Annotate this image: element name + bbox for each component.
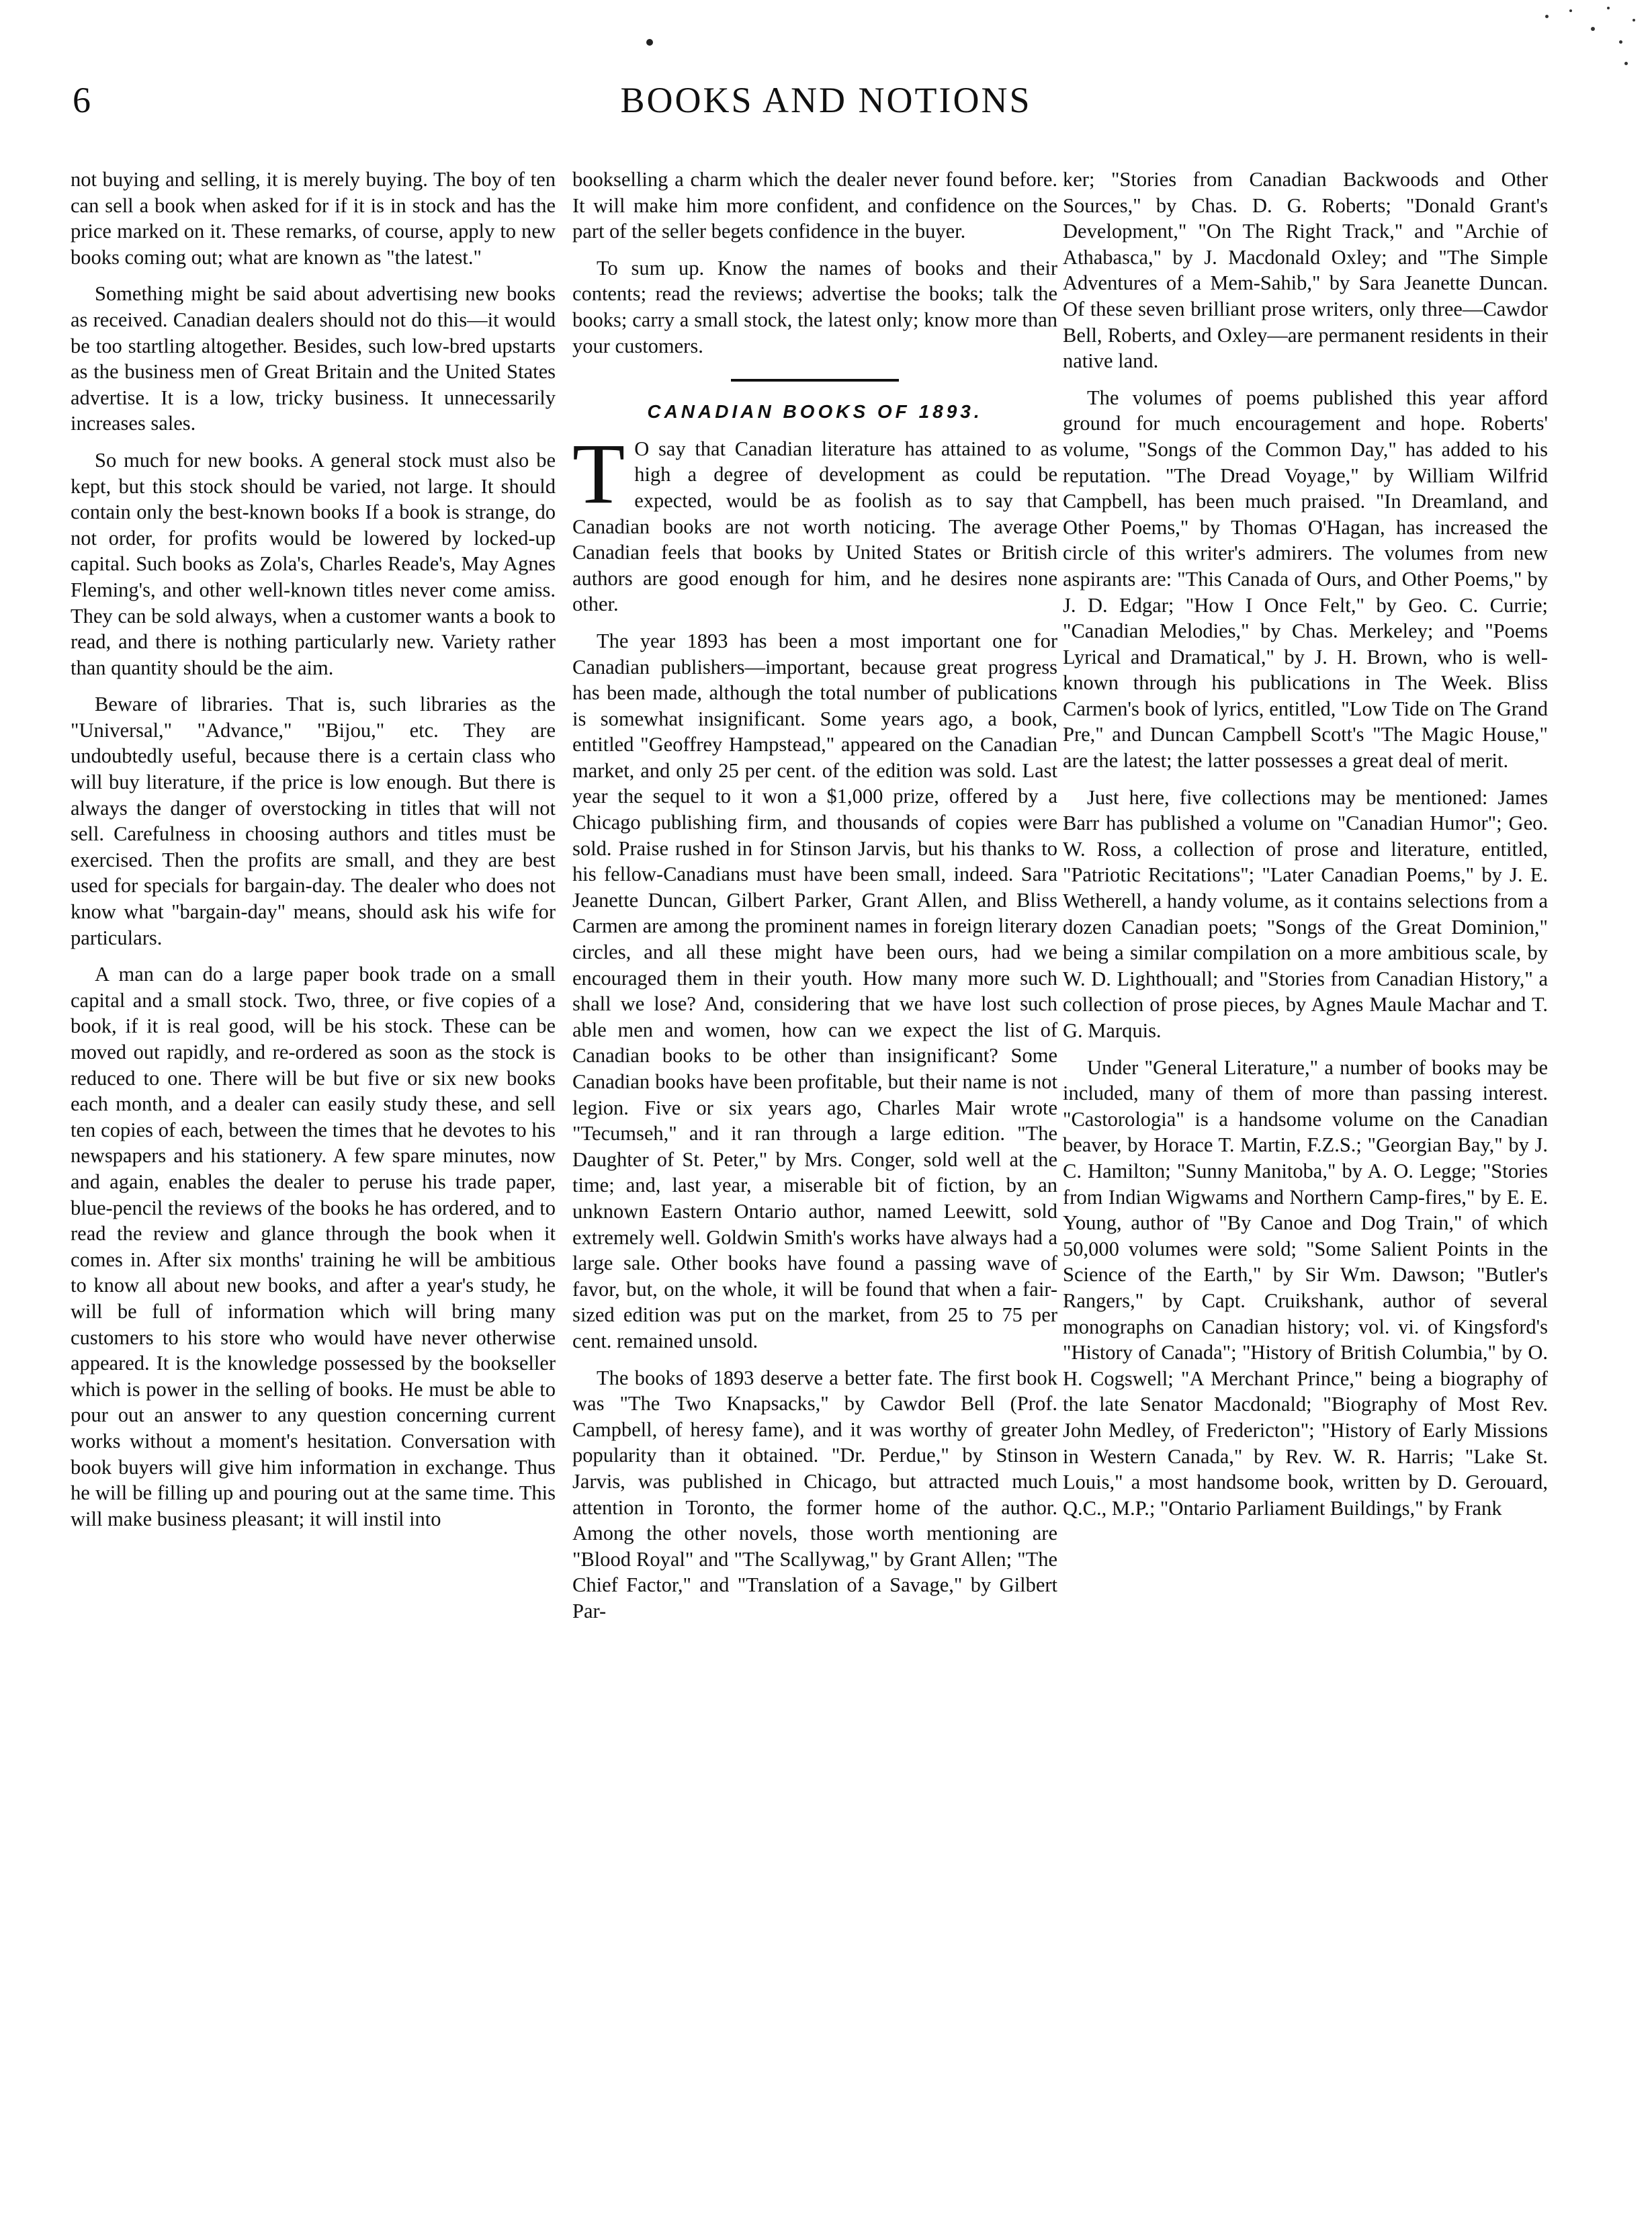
section-heading: CANADIAN BOOKS OF 1893. [647,401,983,423]
paragraph: Beware of libraries. That is, such libraries as the "Universal," "Advance," "Bijou," etc. They are undoubtedly useful, because there is a certain class who will buy literature, if the price is low enough. But there is always the danger of overstocking in titles that will not sell. Carefulness in choosing authors and titles must be exercised. Then the profits are small, and they are best used for specials for bargain-day. The dealer who does not know what "bargain-day" means, should ask his wife for particulars. [71,693,556,949]
paragraph: The books of 1893 deserve a better fate. The first book was "The Two Knapsacks," by Cawdor Bell (Prof. Campbell, of heresy fame), and it was worthy of greater popularity than it obtained. "Dr. Perdue," by Stinson Jarvis, was published in Chicago, but attracted much attention in Toronto, the former home of the author. Among the other novels, those worth mentioning are "Blood Royal" and "The Scallywag," by Grant Allen; "The Chief Factor," and "Translation of a Savage," by Gilbert Par- [572,1366,1057,1622]
paragraph: bookselling a charm which the dealer never found before. It will make him more confident, and confidence on the part of the seller begets confidence in the buyer. [572,168,1057,243]
lead-paragraph-text: O say that Canadian literature has attained to as high a degree of development as could be expected, would be as foolish as to say that Canadian books are not worth noticing. The average Canadian feels that books by United States or British authors are good enough for him, and he desires none other. [572,437,1057,616]
scan-speck [1633,19,1635,21]
drop-cap: T [572,425,625,521]
column-3 [1063,167,1548,1532]
scan-speck [1545,15,1549,18]
scan-speck [1624,62,1628,65]
page-header [0,79,1652,133]
paragraph: A man can do a large paper book trade on a small capital and a small stock. Two, three, or five copies of a book, if it is real good, will be his stock. These can be moved out rapidly, and re-ordered as soon as the stock is reduced to one. There will be but five or six new books each month, and a dealer can easily study these, and sell ten copies of each, between the times that he devotes to his newspapers and his stationery. A few spare minutes, now and again, enables the dealer to peruse his trade paper, blue-pencil the reviews of the books he has ordered, and to read the review and glance through the book when it comes in. After six months' training he will be ambitious to know all about new books, and after a year's study, he will be full of information which will bring many customers to his store who would have never otherwise appeared. It is the knowledge possessed by the bookseller which is power in the selling of books. He must be able to pour out an answer to any question concerning current works without a moment's hesitation. Conversation with book buyers will give him information in exchange. Thus he will be filling up and pouring out at the same time. This will make business pleasant; it will instil into [71,963,556,1530]
scan-speck [1591,27,1595,31]
paragraph: To sum up. Know the names of books and their contents; read the reviews; advertise the books; talk the books; carry a small stock, the latest only; know more than your customers. [572,256,1057,357]
paragraph: Under "General Literature," a number of books may be included, many of them of more than passing interest. "Castorologia" is a handsome volume on the Canadian beaver, by Horace T. Martin, F.Z.S.; "Georgian Bay," by J. C. Hamilton; "Sunny Manitoba," by A. O. Legge; "Stories from Indian Wigwams and Northern Camp-fires," by E. E. Young, author of "By Canoe and Dog Train," of which 50,000 volumes were sold; "Some Salient Points in the Science of the Earth," by Sir Wm. Dawson; "Butler's Rangers," by Capt. Cruikshank, author of several monographs on Canadian history; vol. vi. of Kingsford's "History of Canada"; "History of British Columbia," by O. H. Cogswell; "A Merchant Prince," being a biography of the late Senator Macdonald; "Biography of Most Rev. John Medley, of Fredericton"; "History of Early Missions in Western Canada," by Rev. W. R. Harris; "Lake St. Louis," a most handsome book, written by D. Gerouard, Q.C., M.P.; "Ontario Parliament Buildings," by Frank [1063,1055,1548,1520]
paragraph: not buying and selling, it is merely buying. The boy of ten can sell a book when asked for if it is in stock and has the price marked on it. These remarks, of course, apply to new books coming out; what are known as "the latest." [71,168,556,269]
lead-paragraph [572,425,1057,617]
scan-speck [1619,40,1622,44]
paragraph: The volumes of poems published this year afford ground for much encouragement and hope. Roberts' volume, "Songs of the Common Day," has added to his reputation. "The Dread Voyage," by William Wilfrid Campbell, has been much praised. "In Dreamland, and Other Poems," by Thomas O'Hagan, has increased the circle of this writer's admirers. The volumes from new aspirants are: "This Canada of Ours, and Other Poems," by J. D. Edgar; "How I Once Felt," by Geo. C. Currie; "Canadian Melodies," by Chas. Merkeley; and "Poems Lyrical and Dramatical," by J. H. Brown, who is well-known through his publications in The Week. Bliss Carmen's book of lyrics, entitled, "Low Tide on The Grand Pre," and Duncan Campbell Scott's "The Magic House," are the latest; the latter possesses a great deal of merit. [1063,386,1548,773]
column-2 [572,167,1057,1635]
column-1 [71,167,556,1542]
scan-speck [1607,7,1610,9]
ink-dot [646,39,653,46]
paragraph: Something might be said about advertising new books as received. Canadian dealers should not do this—it would be too startling altogether. Besides, such low-bred upstarts as the business men of Great Britain and the United States advertise. It is a low, tricky business. It unnecessarily increases sales. [71,282,556,435]
paragraph: Just here, five collections may be mentioned: James Barr has published a volume on "Canadian Humor"; Geo. W. Ross, a collection of prose and literature, entitled, "Patriotic Recitations"; "Later Canadian Poems," by J. E. Wetherell, a handy volume, as it contains selections from a dozen Canadian poets; "Songs of the Great Dominion," being a similar compilation on a more ambitious scale, by W. D. Lighthouall; and "Stories from Canadian History," a collection of prose pieces, by Agnes Maule Machar and T. G. Marquis. [1063,785,1548,1042]
paragraph: So much for new books. A general stock must also be kept, but this stock should be varied, not large. It should contain only the best-known books If a book is strange, do not order, for profits would be lowered by locked-up capital. Such books as Zola's, Charles Reade's, May Agnes Fleming's, and other well-known titles never come amiss. They can be sold always, when a customer wants a book to read, and there is nothing particularly new. Variety rather than quantity should be the aim. [71,448,556,679]
scan-speck [1569,9,1572,12]
section-rule [731,379,899,382]
paragraph: ker; "Stories from Canadian Backwoods and Other Sources," by Chas. D. G. Roberts; "Donald Grant's Development," "On The Right Track," and "Archie of Athabasca," by J. Macdonald Oxley; and "The Simple Adventures of a Mem-Sahib," by Sara Jeanette Duncan. Of these seven brilliant prose writers, only three—Cawdor Bell, Roberts, and Oxley—are permanent residents in their native land. [1063,168,1548,373]
page-number: 6 [73,80,91,120]
running-title: BOOKS AND NOTIONS [620,80,1032,120]
paragraph: The year 1893 has been a most important one for Canadian publishers—important, because great progress has been made, although the total number of publications is somewhat insignificant. Some years ago, a book, entitled "Geoffrey Hampstead," appeared on the Canadian market, and only 25 per cent. of the edition was sold. Last year the sequel to it won a $1,000 prize, offered by a Chicago publishing firm, and thousands of copies were sold. Praise rushed in for Stinson Jarvis, but his thanks to his fellow-Canadians must have been small, indeed. Sara Jeanette Duncan, Gilbert Parker, Grant Allen, and Bliss Carmen are among the prominent names in foreign literary circles, and all these might have been ours, had we encouraged them in their youth. How many more such shall we lose? And, considering that we have lost such able men and women, how can we expect the list of Canadian books to be other than insignificant? Some Canadian books have been profitable, but their name is not legion. Five or six years ago, Charles Mair wrote "Tecumseh," and it ran through a large edition. "The Daughter of St. Peter," by Mrs. Conger, sold well at the time; and, last year, a miserable bit of fiction, by an unknown Eastern Ontario author, named Leewitt, sold extremely well. Goldwin Smith's works have always had a large sale. Other books have found a passing wave of favor, but, on the whole, it will be found that when a fair-sized edition was put on the market, from 25 to 75 per cent. remained unsold. [572,629,1057,1352]
